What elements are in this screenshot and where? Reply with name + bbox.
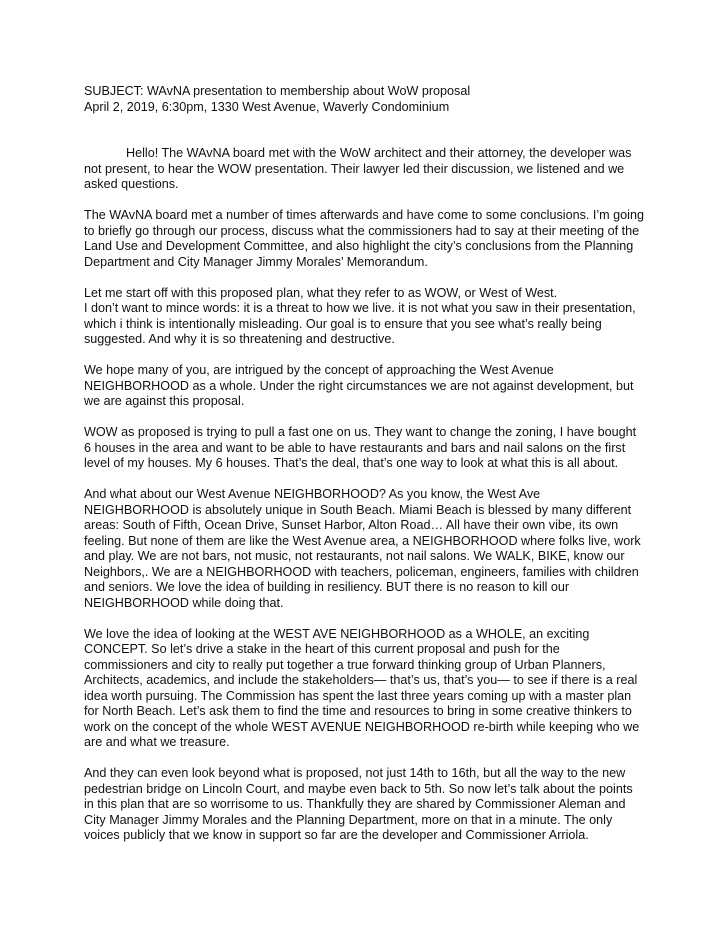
subject-line: SUBJECT: WAvNA presentation to membership about WoW proposal bbox=[84, 84, 471, 98]
paragraph-neighborhood-whole: We hope many of you, are intrigued by the concept of approaching the West Avenue NEIGHBORHOOD as a whole. Under the right circumstances we are not against development, but we are against this proposal. bbox=[84, 363, 634, 408]
date-location-line: April 2, 2019, 6:30pm, 1330 West Avenue, Waverly Condominium bbox=[84, 99, 450, 114]
paragraph-west-avenue-unique: And what about our West Avenue NEIGHBORHOOD? As you know, the West Ave NEIGHBORHOOD is absolutely unique in South Beach. Miami Beach is blessed by many different areas: South of Fifth, Ocean Drive, Sunset Harbor, Alton Road… All have their own vibe, its own feeling. But none of them are like the West Avenue area, a NEIGHBORHOOD where folks live, work and play. We are not bars, not music, not restaurants, not nail salons. We WALK, BIKE, know our Neighbors,. We are a NEIGHBORHOOD with teachers, policeman, engineers, families with children and seniors. We love the idea of building in resiliency. BUT there is no reason to kill our NEIGHBORHOOD while doing that. bbox=[84, 487, 641, 610]
memo-header bbox=[84, 84, 644, 115]
paragraph-proposed-plan-threat: I don’t want to mince words: it is a threat to how we live. it is not what you saw in their presentation, which i think is intentionally misleading. Our goal is to ensure that you see what’s really being suggested. And why it is so threatening and destructive. bbox=[84, 301, 636, 346]
paragraph-board-conclusions: The WAvNA board met a number of times afterwards and have come to some conclusions. I’m going to briefly go through our process, discuss what the commissioners had to say at their meeting of the Land Use and Development Committee, and also highlight the city’s conclusions from the Planning Department and City Manager Jimmy Morales’ Memorandum. bbox=[84, 208, 644, 269]
paragraph-beyond-proposal: And they can even look beyond what is proposed, not just 14th to 16th, but all the way to the new pedestrian bridge on Lincoln Court, and maybe even back to 5th. So now let’s talk about the points in this plan that are so worrisome to us. Thankfully they are shared by Commissioner Aleman and City Manager Jimmy Morales and the Planning Department, more on that in a minute. The only voices publicly that we know in support so far are the developer and Commissioner Arriola. bbox=[84, 766, 633, 842]
paragraph-greeting: Hello! The WAvNA board met with the WoW architect and their attorney, the developer was not present, to hear the WOW presentation. Their lawyer led their discussion, we listened and we asked questions. bbox=[84, 146, 632, 191]
paragraph-proposed-plan-intro: Let me start off with this proposed plan, what they refer to as WOW, or West of West. bbox=[84, 285, 558, 300]
paragraph-proposed-plan bbox=[84, 286, 644, 348]
document-page bbox=[84, 84, 644, 859]
paragraph-wow-zoning: WOW as proposed is trying to pull a fast one on us. They want to change the zoning, I have bought 6 houses in the area and want to be able to have restaurants and bars and nail salons on the first level of my houses. My 6 houses. That’s the deal, that’s one way to look at what this is all about. bbox=[84, 425, 637, 470]
paragraph-whole-concept: We love the idea of looking at the WEST AVE NEIGHBORHOOD as a WHOLE, an exciting CONCEPT. So let’s drive a stake in the heart of this current proposal and push for the commissioners and city to really put together a true forward thinking group of Urban Planners, Architects, academics, and include the stakeholders— that’s us, that’s you— to see if there is a real idea worth pursuing. The Commission has spent the last three years coming up with a master plan for North Beach. Let’s ask them to find the time and resources to bring in some creative thinkers to work on the concept of the whole WEST AVENUE NEIGHBORHOOD re-birth while keeping who we are and what we treasure. bbox=[84, 626, 640, 749]
